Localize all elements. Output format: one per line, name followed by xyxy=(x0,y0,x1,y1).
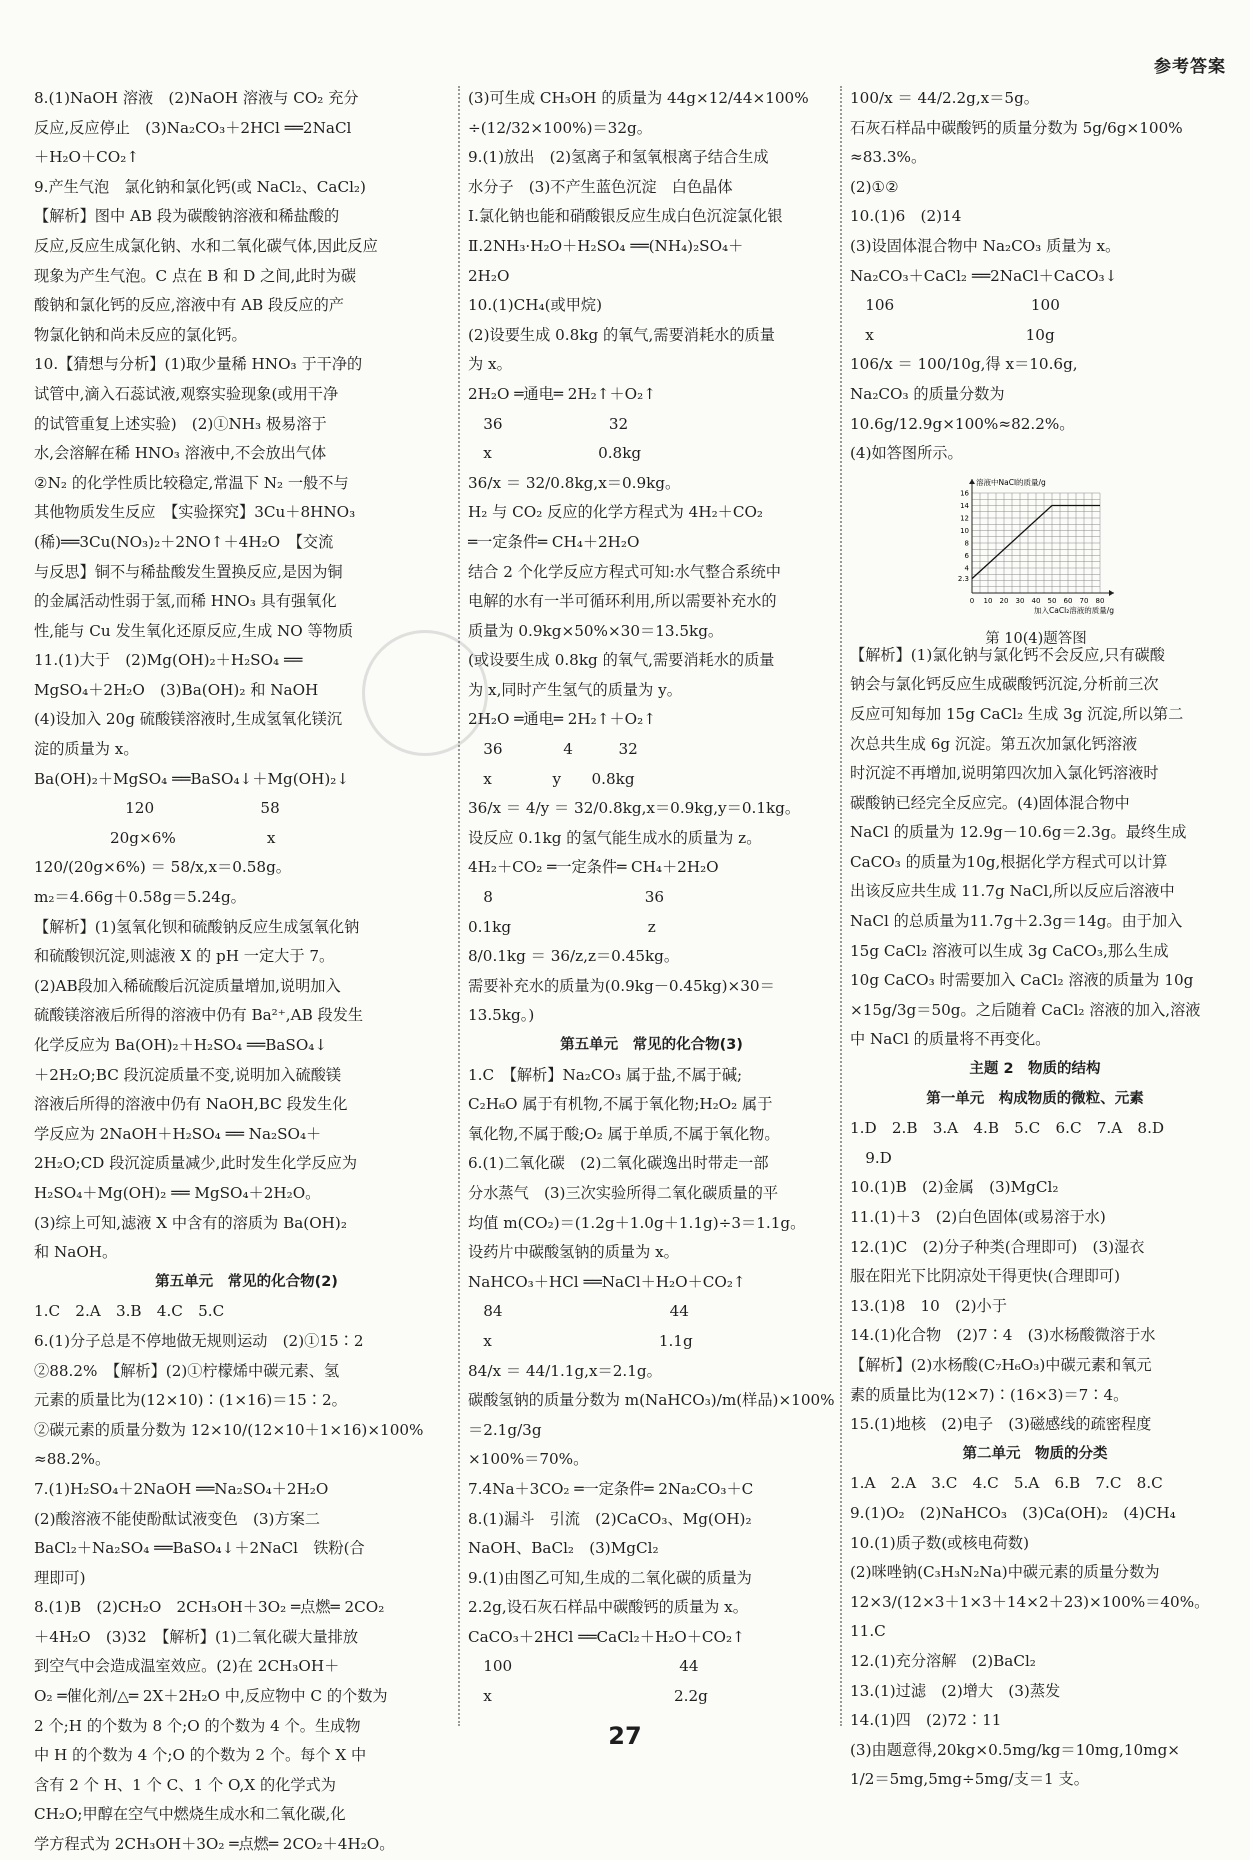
text-line: 反应可知每加 15g CaCl₂ 生成 3g 沉淀,所以第二 xyxy=(850,704,1184,723)
text-line: 中 H 的个数为 4 个;O 的个数为 2 个。每个 X 中 xyxy=(34,1746,367,1765)
text-line: 第二单元 物质的分类 xyxy=(962,1445,1108,1462)
text-line: 6.(1)分子总是不停地做无规则运动 (2)①15∶2 xyxy=(34,1331,364,1350)
text-line: 100 44 xyxy=(468,1657,699,1676)
text-line: ②88.2% 【解析】(2)①柠檬烯中碳元素、氢 xyxy=(34,1361,340,1380)
text-line: 为 x。 xyxy=(468,355,512,374)
text-line: 10.(1)B (2)金属 (3)MgCl₂ xyxy=(850,1178,1059,1197)
text-line: 的试管重复上述实验) (2)①NH₃ 极易溶于 xyxy=(34,414,327,433)
y-tick-label: 16 xyxy=(960,489,969,498)
text-line: 氧化物,不属于酸;O₂ 属于单质,不属于氧化物。 xyxy=(468,1124,780,1143)
y-tick-label: 8 xyxy=(964,539,969,548)
text-line: 1.C 2.A 3.B 4.C 5.C xyxy=(34,1302,225,1321)
text-line: ×100%＝70%。 xyxy=(468,1450,589,1469)
text-line: ÷(12/32×100%)＝32g。 xyxy=(468,118,652,137)
text-line: (4)设加入 20g 硫酸镁溶液时,生成氢氧化镁沉 xyxy=(34,710,343,729)
text-line: NaCl 的总质量为11.7g＋2.3g＝14g。由于加入 xyxy=(850,912,1183,931)
text-line: (2)AB段加入稀硫酸后沉淀质量增加,说明加入 xyxy=(34,976,341,995)
text-line: (3)综上可知,滤液 X 中含有的溶质为 Ba(OH)₂ xyxy=(34,1213,347,1232)
x-tick-label: 70 xyxy=(1079,596,1089,605)
text-line: 1.A 2.A 3.C 4.C 5.A 6.B 7.C 8.C xyxy=(850,1474,1163,1493)
text-line: 质量为 0.9kg×50%×30＝13.5kg。 xyxy=(468,621,724,640)
chart-caption: 第 10(4)题答图 xyxy=(985,631,1087,648)
text-line: 1.D 2.B 3.A 4.B 5.C 6.C 7.A 8.D xyxy=(850,1119,1165,1138)
text-line: x 0.8kg xyxy=(468,444,642,463)
x-tick-label: 80 xyxy=(1095,596,1105,605)
text-line: 碳酸氢钠的质量分数为 m(NaHCO₃)/m(样品)×100%＝2.1g/3g xyxy=(468,1391,835,1439)
text-line: Ba(OH)₂＋MgSO₄ ══BaSO₄↓＋Mg(OH)₂↓ xyxy=(34,769,350,788)
column-1 xyxy=(34,84,459,1860)
text-line: ≈83.3%。 xyxy=(850,148,927,167)
text-line: NaOH、BaCl₂ (3)MgCl₂ xyxy=(468,1539,659,1558)
text-line: 84/x ＝ 44/1.1g,x＝2.1g。 xyxy=(468,1361,662,1380)
text-line: 次总共生成 6g 沉淀。第五次加氯化钙溶液 xyxy=(850,734,1138,753)
text-line: ≈88.2%。 xyxy=(34,1450,111,1469)
text-line: (或设要生成 0.8kg 的氧气,需要消耗水的质量 xyxy=(468,651,775,670)
text-line: CH₂O;甲醇在空气中燃烧生成水和二氧化碳,化 xyxy=(34,1805,346,1824)
text-line: 【解析】(1)氢氧化钡和硫酸钠反应生成氢氧化钠 xyxy=(34,917,360,936)
text-line: (2)咪唑钠(C₃H₃N₂Na)中碳元素的质量分数为 xyxy=(850,1563,1160,1582)
text-line: ＋4H₂O (3)32 【解析】(1)二氧化碳大量排放 xyxy=(34,1627,359,1646)
text-line: 试管中,滴入石蕊试液,观察实验现象(或用干净 xyxy=(34,384,339,403)
text-line: CaCO₃ 的质量为10g,根据化学方程式可以计算 xyxy=(850,852,1168,871)
text-line: 13.5kg。) xyxy=(468,1006,535,1025)
text-line: 12.(1)充分溶解 (2)BaCl₂ xyxy=(850,1651,1036,1670)
text-line: 理即可) xyxy=(34,1568,86,1587)
text-line: (3)可生成 CH₃OH 的质量为 44g×12/44×100% xyxy=(468,89,809,107)
text-line: 9.D xyxy=(850,1148,892,1167)
text-line: 7.4Na＋3CO₂ ═一定条件═ 2Na₂CO₃＋C xyxy=(468,1479,754,1498)
text-line: 均值 m(CO₂)＝(1.2g＋1.0g＋1.1g)÷3＝1.1g。 xyxy=(468,1213,806,1232)
text-line: ②N₂ 的化学性质比较稳定,常温下 N₂ 一般不与 xyxy=(34,473,349,492)
text-line: 1.C 【解析】Na₂CO₃ 属于盐,不属于碱; xyxy=(468,1065,743,1084)
x-tick-label: 10 xyxy=(983,596,993,605)
text-line: ＋H₂O＋CO₂↑ xyxy=(34,148,140,167)
text-line: 10g CaCO₃ 时需要加入 CaCl₂ 溶液的质量为 10g xyxy=(850,971,1194,990)
text-line: 9.(1)放出 (2)氢离子和氢氧根离子结合生成 xyxy=(468,148,769,167)
header-title: 参考答案 xyxy=(1154,57,1226,77)
text-line: x y 0.8kg xyxy=(468,769,635,788)
text-line: 36/x ＝ 4/y ＝ 32/0.8kg,x＝0.9kg,y＝0.1kg。 xyxy=(468,799,801,818)
text-line: 到空气中会造成温室效应。(2)在 2CH₃OH＋ xyxy=(34,1657,340,1676)
text-line: BaCl₂＋Na₂SO₄ ══BaSO₄↓＋2NaCl 铁粉(合 xyxy=(34,1539,365,1558)
text-line: 含有 2 个 H、1 个 C、1 个 O,X 的化学式为 xyxy=(34,1775,336,1794)
text-line: Ⅰ.氯化钠也能和硝酸银反应生成白色沉淀氯化银 xyxy=(468,207,783,226)
text-line: 主题 2 物质的结构 xyxy=(969,1061,1101,1078)
text-line: 学反应为 2NaOH＋H₂SO₄ ══ Na₂SO₄＋ xyxy=(34,1124,322,1143)
text-line: 和硫酸钡沉淀,则滤液 X 的 pH 一定大于 7。 xyxy=(34,947,335,966)
text-line: O₂ ═催化剂/△═ 2X＋2H₂O 中,反应物中 C 的个数为 xyxy=(34,1687,388,1706)
text-line: 8.(1)漏斗 引流 (2)CaCO₃、Mg(OH)₂ xyxy=(468,1509,752,1528)
text-line: 8.(1)NaOH 溶液 (2)NaOH 溶液与 CO₂ 充分 xyxy=(34,89,359,107)
text-line: 20g×6% x xyxy=(34,828,276,847)
text-line: 第一单元 构成物质的微粒、元素 xyxy=(926,1090,1144,1107)
y-tick-label: 2.3 xyxy=(957,574,969,583)
text-line: m₂＝4.66g＋0.58g＝5.24g。 xyxy=(34,888,246,907)
x-tick-label: 20 xyxy=(999,596,1009,605)
text-line: 分水蒸气 (3)三次实验所得二氧化碳质量的平 xyxy=(468,1183,779,1202)
text-line: (4)如答图所示。 xyxy=(850,444,963,463)
text-line: 性,能与 Cu 发生氧化还原反应,生成 NO 等物质 xyxy=(34,621,354,640)
text-line: 设反应 0.1kg 的氢气能生成水的质量为 z。 xyxy=(468,828,762,847)
y-tick-label: 4 xyxy=(964,564,969,573)
column-3 xyxy=(850,84,1220,1795)
text-line: 设药片中碳酸氢钠的质量为 x。 xyxy=(468,1243,679,1262)
text-line: 9.产生气泡 氯化钠和氯化钙(或 NaCl₂、CaCl₂) xyxy=(34,177,366,196)
text-line: 15g CaCl₂ 溶液可以生成 3g CaCO₃,那么生成 xyxy=(850,941,1169,960)
text-line: ═一定条件═ CH₄＋2H₂O xyxy=(468,532,640,551)
text-line: 8 36 xyxy=(468,888,665,907)
column-3-bottom xyxy=(850,641,1220,1795)
text-line: 13.(1)8 10 (2)小于 xyxy=(850,1296,1007,1315)
text-line: 106/x ＝ 100/10g,得 x＝10.6g, xyxy=(850,355,1078,374)
text-line: 10.(1)CH₄(或甲烷) xyxy=(468,296,603,315)
text-line: 120/(20g×6%) ＝ 58/x,x＝0.58g。 xyxy=(34,858,291,877)
text-line: 电解的水有一半可循环利用,所以需要补充水的 xyxy=(468,592,777,611)
text-line: 2H₂O;CD 段沉淀质量减少,此时发生化学反应为 xyxy=(34,1154,358,1173)
nacl-mass-chart xyxy=(936,475,1146,615)
text-line: 2H₂O ═通电═ 2H₂↑＋O₂↑ xyxy=(468,710,656,729)
column-divider-2 xyxy=(840,86,842,1726)
y-tick-label: 10 xyxy=(960,526,969,535)
text-line: Na₂CO₃ 的质量分数为 10.6g/12.9g×100%≈82.2%。 xyxy=(850,384,1075,433)
text-line: 水分子 (3)不产生蓝色沉淀 白色晶体 xyxy=(468,177,733,196)
x-tick-label: 40 xyxy=(1031,596,1041,605)
text-line: 时沉淀不再增加,说明第四次加入氯化钙溶液时 xyxy=(850,764,1159,783)
column-3-top xyxy=(850,84,1220,469)
text-line: 结合 2 个化学反应方程式可知:水气整合系统中 xyxy=(468,562,781,581)
y-tick-label: 6 xyxy=(964,551,969,560)
text-line: 反应,反应生成氯化钠、水和二氧化碳气体,因此反应 xyxy=(34,236,378,255)
text-line: 硫酸镁溶液后所得的溶液中仍有 Ba²⁺,AB 段发生 xyxy=(34,1006,364,1025)
x-axis-label: 加入CaCl₂溶液的质量/g xyxy=(1034,605,1114,615)
text-line: 11.(1)大于 (2)Mg(OH)₂＋H₂SO₄ ══ xyxy=(34,651,303,670)
text-line: 36/x ＝ 32/0.8kg,x＝0.9kg。 xyxy=(468,473,681,492)
text-line: 碳酸钠已经完全反应完。(4)固体混合物中 xyxy=(850,793,1130,812)
text-line: 2H₂O ═通电═ 2H₂↑＋O₂↑ xyxy=(468,384,656,403)
text-line: 4H₂＋CO₂ ═一定条件═ CH₄＋2H₂O xyxy=(468,858,719,877)
text-line: (2)酸溶液不能使酚酞试液变色 (3)方案二 xyxy=(34,1509,321,1528)
text-line: (3)设固体混合物中 Na₂CO₃ 质量为 x。 xyxy=(850,236,1121,255)
text-line: 淀的质量为 x。 xyxy=(34,740,139,759)
text-line: 6.(1)二氧化碳 (2)二氧化碳逸出时带走一部 xyxy=(468,1154,769,1173)
text-line: (3)由题意得,20kg×0.5mg/kg＝10mg,10mg× xyxy=(850,1740,1181,1759)
text-line: 【解析】图中 AB 段为碳酸钠溶液和稀盐酸的 xyxy=(34,207,340,226)
text-line: 9.(1)由图乙可知,生成的二氧化碳的质量为 xyxy=(468,1568,752,1587)
x-tick-label: 30 xyxy=(1015,596,1025,605)
text-line: 水,会溶解在稀 HNO₃ 溶液中,不会放出气体 xyxy=(34,444,327,463)
text-line: 15.(1)地核 (2)电子 (3)磁感线的疏密程度 xyxy=(850,1415,1152,1434)
text-line: 14.(1)四 (2)72∶11 xyxy=(850,1711,1002,1730)
text-line: 1/2＝5mg,5mg÷5mg/支＝1 支。 xyxy=(850,1770,1089,1789)
column-2 xyxy=(468,84,835,1712)
text-line: 9.(1)O₂ (2)NaHCO₃ (3)Ca(OH)₂ (4)CH₄ xyxy=(850,1503,1176,1522)
text-line: 36 4 32 xyxy=(468,740,638,759)
text-line: ×15g/3g＝50g。之后随着 CaCl₂ 溶液的加入,溶液 xyxy=(850,1000,1201,1019)
text-line: 8.(1)B (2)CH₂O 2CH₃OH＋3O₂ ═点燃═ 2CO₂ xyxy=(34,1598,385,1617)
text-line: ＋2H₂O;BC 段沉淀质量不变,说明加入硫酸镁 xyxy=(34,1065,342,1084)
text-line: 石灰石样品中碳酸钙的质量分数为 5g/6g×100% xyxy=(850,118,1183,137)
text-line: 10.【猜想与分析】(1)取少量稀 HNO₃ 于干净的 xyxy=(34,355,363,374)
text-line: 和 NaOH。 xyxy=(34,1243,118,1262)
text-line: 其他物质发生反应 【实验探究】3Cu＋8HNO₃ xyxy=(34,503,356,522)
text-line: 中 NaCl 的质量将不再变化。 xyxy=(850,1030,1051,1049)
answer-chart xyxy=(936,475,1146,648)
text-line: ②碳元素的质量分数为 12×10/(12×10＋1×16)×100% xyxy=(34,1420,424,1439)
text-line: 物氯化钠和尚未反应的氯化钙。 xyxy=(34,325,247,344)
text-line: H₂SO₄＋Mg(OH)₂ ══ MgSO₄＋2H₂O。 xyxy=(34,1183,321,1202)
text-line: 溶液后所得的溶液中仍有 NaOH,BC 段发生化 xyxy=(34,1095,348,1114)
text-line: 12.(1)C (2)分子种类(合理即可) (3)湿衣 xyxy=(850,1237,1145,1256)
text-line: 84 44 xyxy=(468,1302,689,1321)
text-line: 【解析】(2)水杨酸(C₇H₆O₃)中碳元素和氧元 xyxy=(850,1355,1152,1374)
text-line: 11.(1)＋3 (2)白色固体(或易溶于水) xyxy=(850,1208,1106,1226)
text-line: x 1.1g xyxy=(468,1331,693,1350)
y-axis-label: 溶液中NaCl的质量/g xyxy=(976,477,1046,487)
text-line: NaHCO₃＋HCl ══NaCl＋H₂O＋CO₂↑ xyxy=(468,1272,746,1291)
x-tick-label: 0 xyxy=(969,596,975,605)
text-line: 酸钠和氯化钙的反应,溶液中有 AB 段反应的产 xyxy=(34,296,344,315)
text-line: 第五单元 常见的化合物(2) xyxy=(155,1273,338,1290)
text-line: (2)设要生成 0.8kg 的氧气,需要消耗水的质量 xyxy=(468,325,775,344)
text-line: 100/x ＝ 44/2.2g,x＝5g。 xyxy=(850,89,1039,107)
x-tick-label: 60 xyxy=(1063,596,1073,605)
text-line: 2H₂O xyxy=(468,266,510,285)
text-line: 需要补充水的质量为(0.9kg－0.45kg)×30＝ xyxy=(468,976,775,995)
x-axis-arrow xyxy=(1109,590,1114,596)
text-line: 化学反应为 Ba(OH)₂＋H₂SO₄ ══BaSO₄↓ xyxy=(34,1036,328,1054)
text-line: 钠会与氯化钙反应生成碳酸钙沉淀,分析前三次 xyxy=(850,675,1159,694)
text-line: C₂H₆O 属于有机物,不属于氧化物;H₂O₂ 属于 xyxy=(468,1095,773,1114)
y-tick-label: 14 xyxy=(960,501,969,510)
y-axis-arrow xyxy=(969,479,975,484)
text-line: H₂ 与 CO₂ 反应的化学方程式为 4H₂＋CO₂ xyxy=(468,503,764,522)
text-line: 元素的质量比为(12×10)∶(1×16)＝15∶2。 xyxy=(34,1391,347,1410)
text-line: 第五单元 常见的化合物(3) xyxy=(560,1037,743,1053)
text-line: 7.(1)H₂SO₄＋2NaOH ══Na₂SO₄＋2H₂O xyxy=(34,1479,329,1498)
text-line: x 10g xyxy=(850,325,1055,344)
text-line: 12×3/(12×3＋1×3＋14×2＋23)×100%＝40%。 xyxy=(850,1592,1210,1611)
text-line: 反应,反应停止 (3)Na₂CO₃＋2HCl ══2NaCl xyxy=(34,118,352,137)
text-line: CaCO₃＋2HCl ══CaCl₂＋H₂O＋CO₂↑ xyxy=(468,1627,745,1646)
text-line: 服在阳光下比阴凉处干得更快(合理即可) xyxy=(850,1267,1121,1286)
text-line: 10.(1)质子数(或核电荷数) xyxy=(850,1533,1030,1552)
text-line: 2 个;H 的个数为 8 个;O 的个数为 4 个。生成物 xyxy=(34,1716,361,1735)
text-line: MgSO₄＋2H₂O (3)Ba(OH)₂ 和 NaOH xyxy=(34,680,319,699)
text-line: 的金属活动性弱于氢,而稀 HNO₃ 具有强氧化 xyxy=(34,592,337,611)
text-line: NaCl 的质量为 12.9g－10.6g＝2.3g。最终生成 xyxy=(850,823,1187,842)
text-line: Ⅱ.2NH₃·H₂O＋H₂SO₄ ══(NH₄)₂SO₄＋ xyxy=(468,236,744,255)
text-line: 13.(1)过滤 (2)增大 (3)蒸发 xyxy=(850,1681,1061,1700)
text-line: (2)①② xyxy=(850,177,899,196)
text-line: 【解析】(1)氯化钠与氯化钙不会反应,只有碳酸 xyxy=(850,645,1165,664)
text-line: 14.(1)化合物 (2)7∶4 (3)水杨酸微溶于水 xyxy=(850,1326,1156,1345)
x-tick-label: 50 xyxy=(1047,596,1057,605)
text-line: 2.2g,设石灰石样品中碳酸钙的质量为 x。 xyxy=(468,1598,748,1617)
text-line: 为 x,同时产生氢气的质量为 y。 xyxy=(468,680,682,699)
y-tick-label: 12 xyxy=(960,514,969,523)
text-line: x 2.2g xyxy=(468,1687,708,1706)
text-line: 素的质量比为(12×7)∶(16×3)＝7∶4。 xyxy=(850,1385,1129,1404)
text-line: 8/0.1kg ＝ 36/z,z＝0.45kg。 xyxy=(468,947,680,966)
text-line: 11.C xyxy=(850,1622,886,1641)
text-line: 120 58 xyxy=(34,799,280,818)
text-line: (稀)══3Cu(NO₃)₂＋2NO↑＋4H₂O 【交流 xyxy=(34,532,334,551)
text-line: Na₂CO₃＋CaCl₂ ══2NaCl＋CaCO₃↓ xyxy=(850,266,1118,285)
text-line: 现象为产生气泡。C 点在 B 和 D 之间,此时为碳 xyxy=(34,266,357,285)
text-line: 36 32 xyxy=(468,414,629,433)
text-line: 10.(1)6 (2)14 xyxy=(850,207,962,226)
text-line: 0.1kg z xyxy=(468,917,656,936)
text-line: 与反思】铜不与稀盐酸发生置换反应,是因为铜 xyxy=(34,562,343,581)
text-line: 学方程式为 2CH₃OH＋3O₂ ═点燃═ 2CO₂＋4H₂O。 xyxy=(34,1835,395,1854)
text-line: 出该反应共生成 11.7g NaCl,所以反应后溶液中 xyxy=(850,882,1175,901)
page-number: 27 xyxy=(608,1722,642,1750)
text-line: 106 100 xyxy=(850,296,1060,315)
